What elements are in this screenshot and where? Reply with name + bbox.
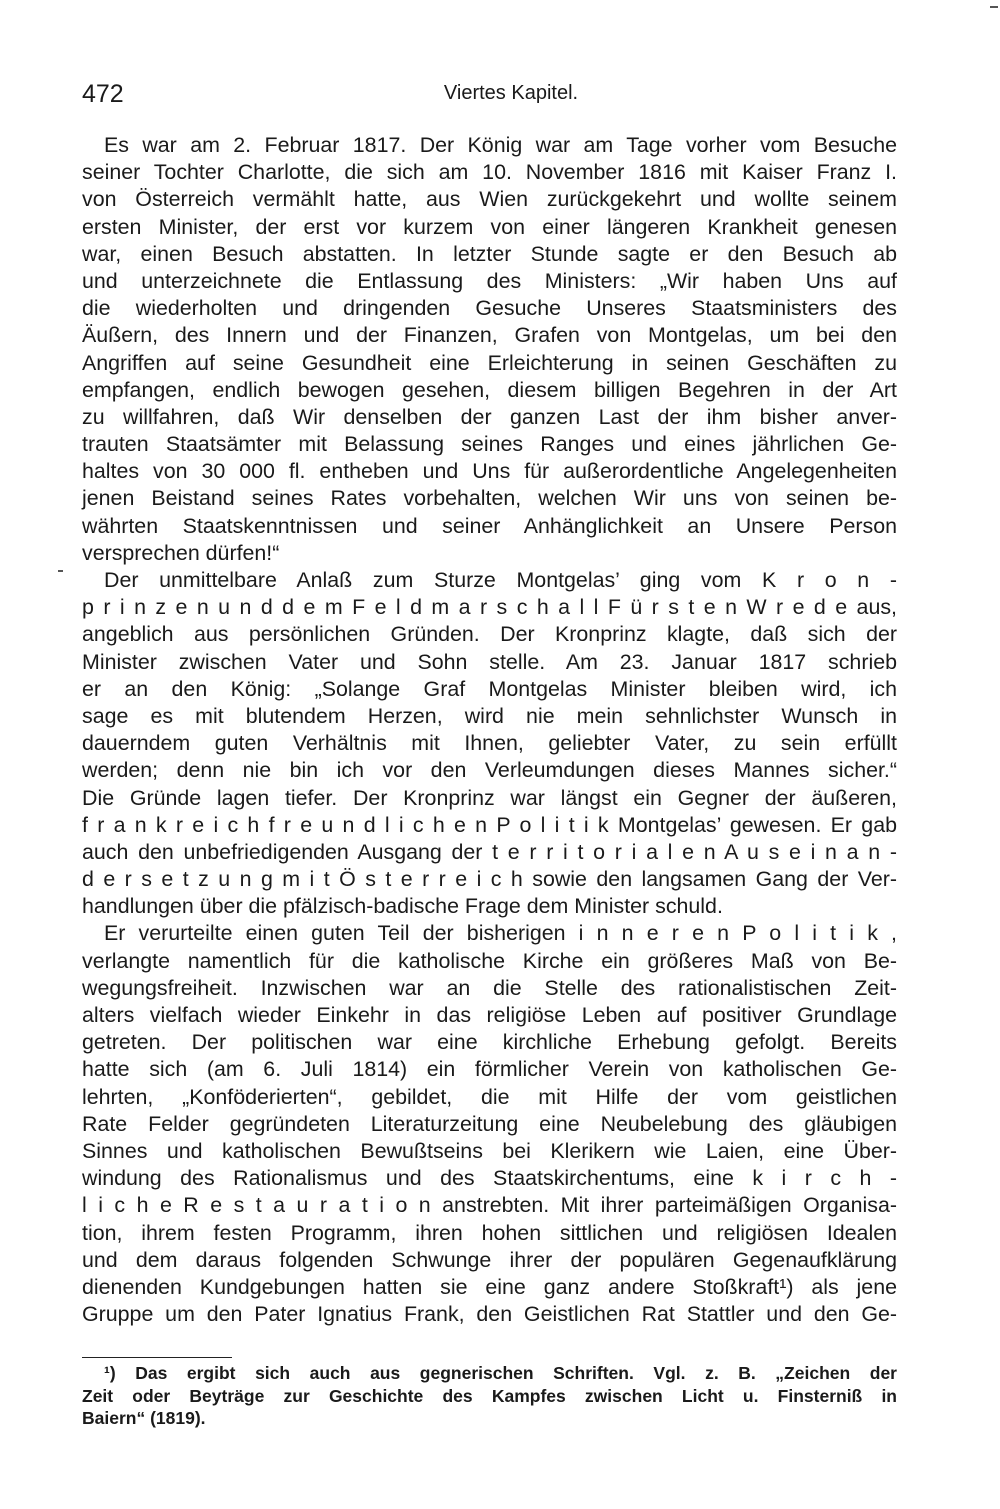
text-line: und dem daraus folgenden Schwunge ihrer der populären Gegenaufklärung [82,1247,897,1272]
text-line: Die Gründe lagen tiefer. Der Kronprinz war längst ein Gegner der äußeren, [82,785,897,810]
page-header [82,80,920,116]
text-line: zu willfahren, daß Wir denselben der ganzen Last der ihm bisher anver- [82,404,897,429]
text-line: die wiederholten und dringenden Gesuche Unseres Staatsministers des [82,296,897,321]
text-line: auch den unbefriedigenden Ausgang der t e r r i t o r i a l e n A u s e i n a n - [82,839,897,864]
text-line: und unterzeichnete die Entlassung des Ministers: „Wir haben Uns auf [82,268,897,293]
text-line: dienenden Kundgebungen hatten sie eine ganz andere Stoßkraft¹) als jene [82,1274,897,1299]
footnote-rule [82,1357,232,1358]
text-line: dauerndem guten Verhältnis mit Ihnen, geliebter Vater, zu sein erfüllt [82,731,897,756]
text-line: ersten Minister, der erst vor kurzem von einer längeren Krankheit genesen [82,214,897,239]
text-line: windung des Rationalismus und des Staatskirchentums, eine k i r c h - [82,1166,897,1191]
text-line: l i c h e R e s t a u r a t i o n anstrebten. Mit ihrer parteimäßigen Organisa- [82,1193,897,1218]
text-line: von Österreich vermählt hatte, aus Wien zurückgekehrt und wollte seinem [82,187,897,212]
text-line: handlungen über die pfälzisch-badische Frage dem Minister schuld. [82,894,723,919]
text-line: Angriffen auf seine Gesundheit eine Erleichterung in seinen Geschäften zu [82,350,897,375]
text-line: sage es mit blutendem Herzen, wird nie mein sehnlichster Wunsch in [82,703,897,728]
footnote-line: ¹) Das ergibt sich auch aus gegnerischen Schriften. Vgl. z. B. „Zeichen der [104,1363,897,1383]
text-line: Er verurteilte einen guten Teil der bisherigen i n n e r e n P o l i t i k , [104,921,897,946]
text-line: er an den König: „Solange Graf Montgelas Minister bleiben wird, ich [82,676,897,701]
text-line: lehrten, „Konföderierten“, gebildet, die mit Hilfe der vom geistlichen [82,1084,897,1109]
text-line: Rate Felder gegründeten Literaturzeitung eine Neubelebung des gläubigen [82,1111,897,1136]
body-text [82,132,897,1328]
text-line: Es war am 2. Februar 1817. Der König war am Tage vorher vom Besuche [104,133,897,157]
text-line: jenen Beistand seines Rates vorbehalten, welchen Wir uns von seinen be- [82,486,897,511]
text-line: alters vielfach wieder Einkehr in das religiöse Leben auf positiver Grundlage [82,1003,897,1027]
page-number: 472 [82,80,124,108]
text-line: werden; denn nie bin ich vor den Verleumdungen dieses Mannes sicher.“ [82,758,897,783]
text-line: Gruppe um den Pater Ignatius Frank, den Geistlichen Rat Stattler und den Ge- [82,1302,897,1327]
text-line: haltes von 30 000 fl. entheben und Uns für außerordentliche Angelegenheiten [82,459,897,484]
text-line: währten Staatskenntnissen und seiner Anhänglichkeit an Unsere Person [82,513,897,538]
text-line: war, einen Besuch abstatten. In letzter Stunde sagte er den Besuch ab [82,241,897,266]
footnote-line: Baiern“ (1819). [82,1408,206,1428]
running-head: Viertes Kapitel. [443,82,579,104]
footnote-line: Zeit oder Beyträge zur Geschichte des Kampfes zwischen Licht u. Finsterniß in [82,1385,897,1406]
footnote [82,1362,897,1430]
text-line: getreten. Der politischen war eine kirchliche Erhebung gefolgt. Bereits [82,1030,897,1055]
text-line: empfangen, endlich bewogen gesehen, diesem billigen Begehren in der Art [82,377,897,402]
text-line: Äußern, des Innern und der Finanzen, Grafen von Montgelas, um bei den [82,323,897,348]
text-line: seiner Tochter Charlotte, die sich am 10. November 1816 mit Kaiser Franz I. [82,160,897,185]
text-line: Minister zwischen Vater und Sohn stelle. Am 23. Januar 1817 schrieb [82,649,897,674]
text-line: d e r s e t z u n g m i t Ö s t e r r e i c h sowie den langsamen Gang der Ver- [82,867,897,892]
margin-mark [990,6,998,8]
margin-mark [58,570,63,572]
text-line: hatte sich (am 6. Juli 1814) ein förmlicher Verein von katholischen Ge- [82,1057,897,1082]
text-line: angeblich aus persönlichen Gründen. Der Kronprinz klagte, daß sich der [82,622,897,647]
text-line: Sinnes und katholischen Bewußtseins bei Klerikern wie Laien, eine Über- [82,1138,897,1163]
text-line: versprechen dürfen!“ [82,540,280,565]
text-line: tion, ihrem festen Programm, ihren hohen sittlichen und religiösen Idealen [82,1220,897,1245]
text-line: verlangte namentlich für die katholische Kirche ein größeres Maß von Be- [82,948,897,973]
text-line: Der unmittelbare Anlaß zum Sturze Montgelas’ ging vom K r o n - [104,568,897,592]
text-line: f r a n k r e i c h f r e u n d l i c h e n P o l i t i k Montgelas’ gewesen. Er gab [82,812,897,837]
text-line: wegungsfreiheit. Inzwischen war an die Stelle des rationalistischen Zeit- [82,975,897,1000]
text-line: p r i n z e n u n d d e m F e l d m a r s c h a l l F ü r s t e n W r e d e aus, [82,595,897,620]
text-line: trauten Staatsämter mit Belassung seines Ranges und eines jährlichen Ge- [82,432,897,457]
